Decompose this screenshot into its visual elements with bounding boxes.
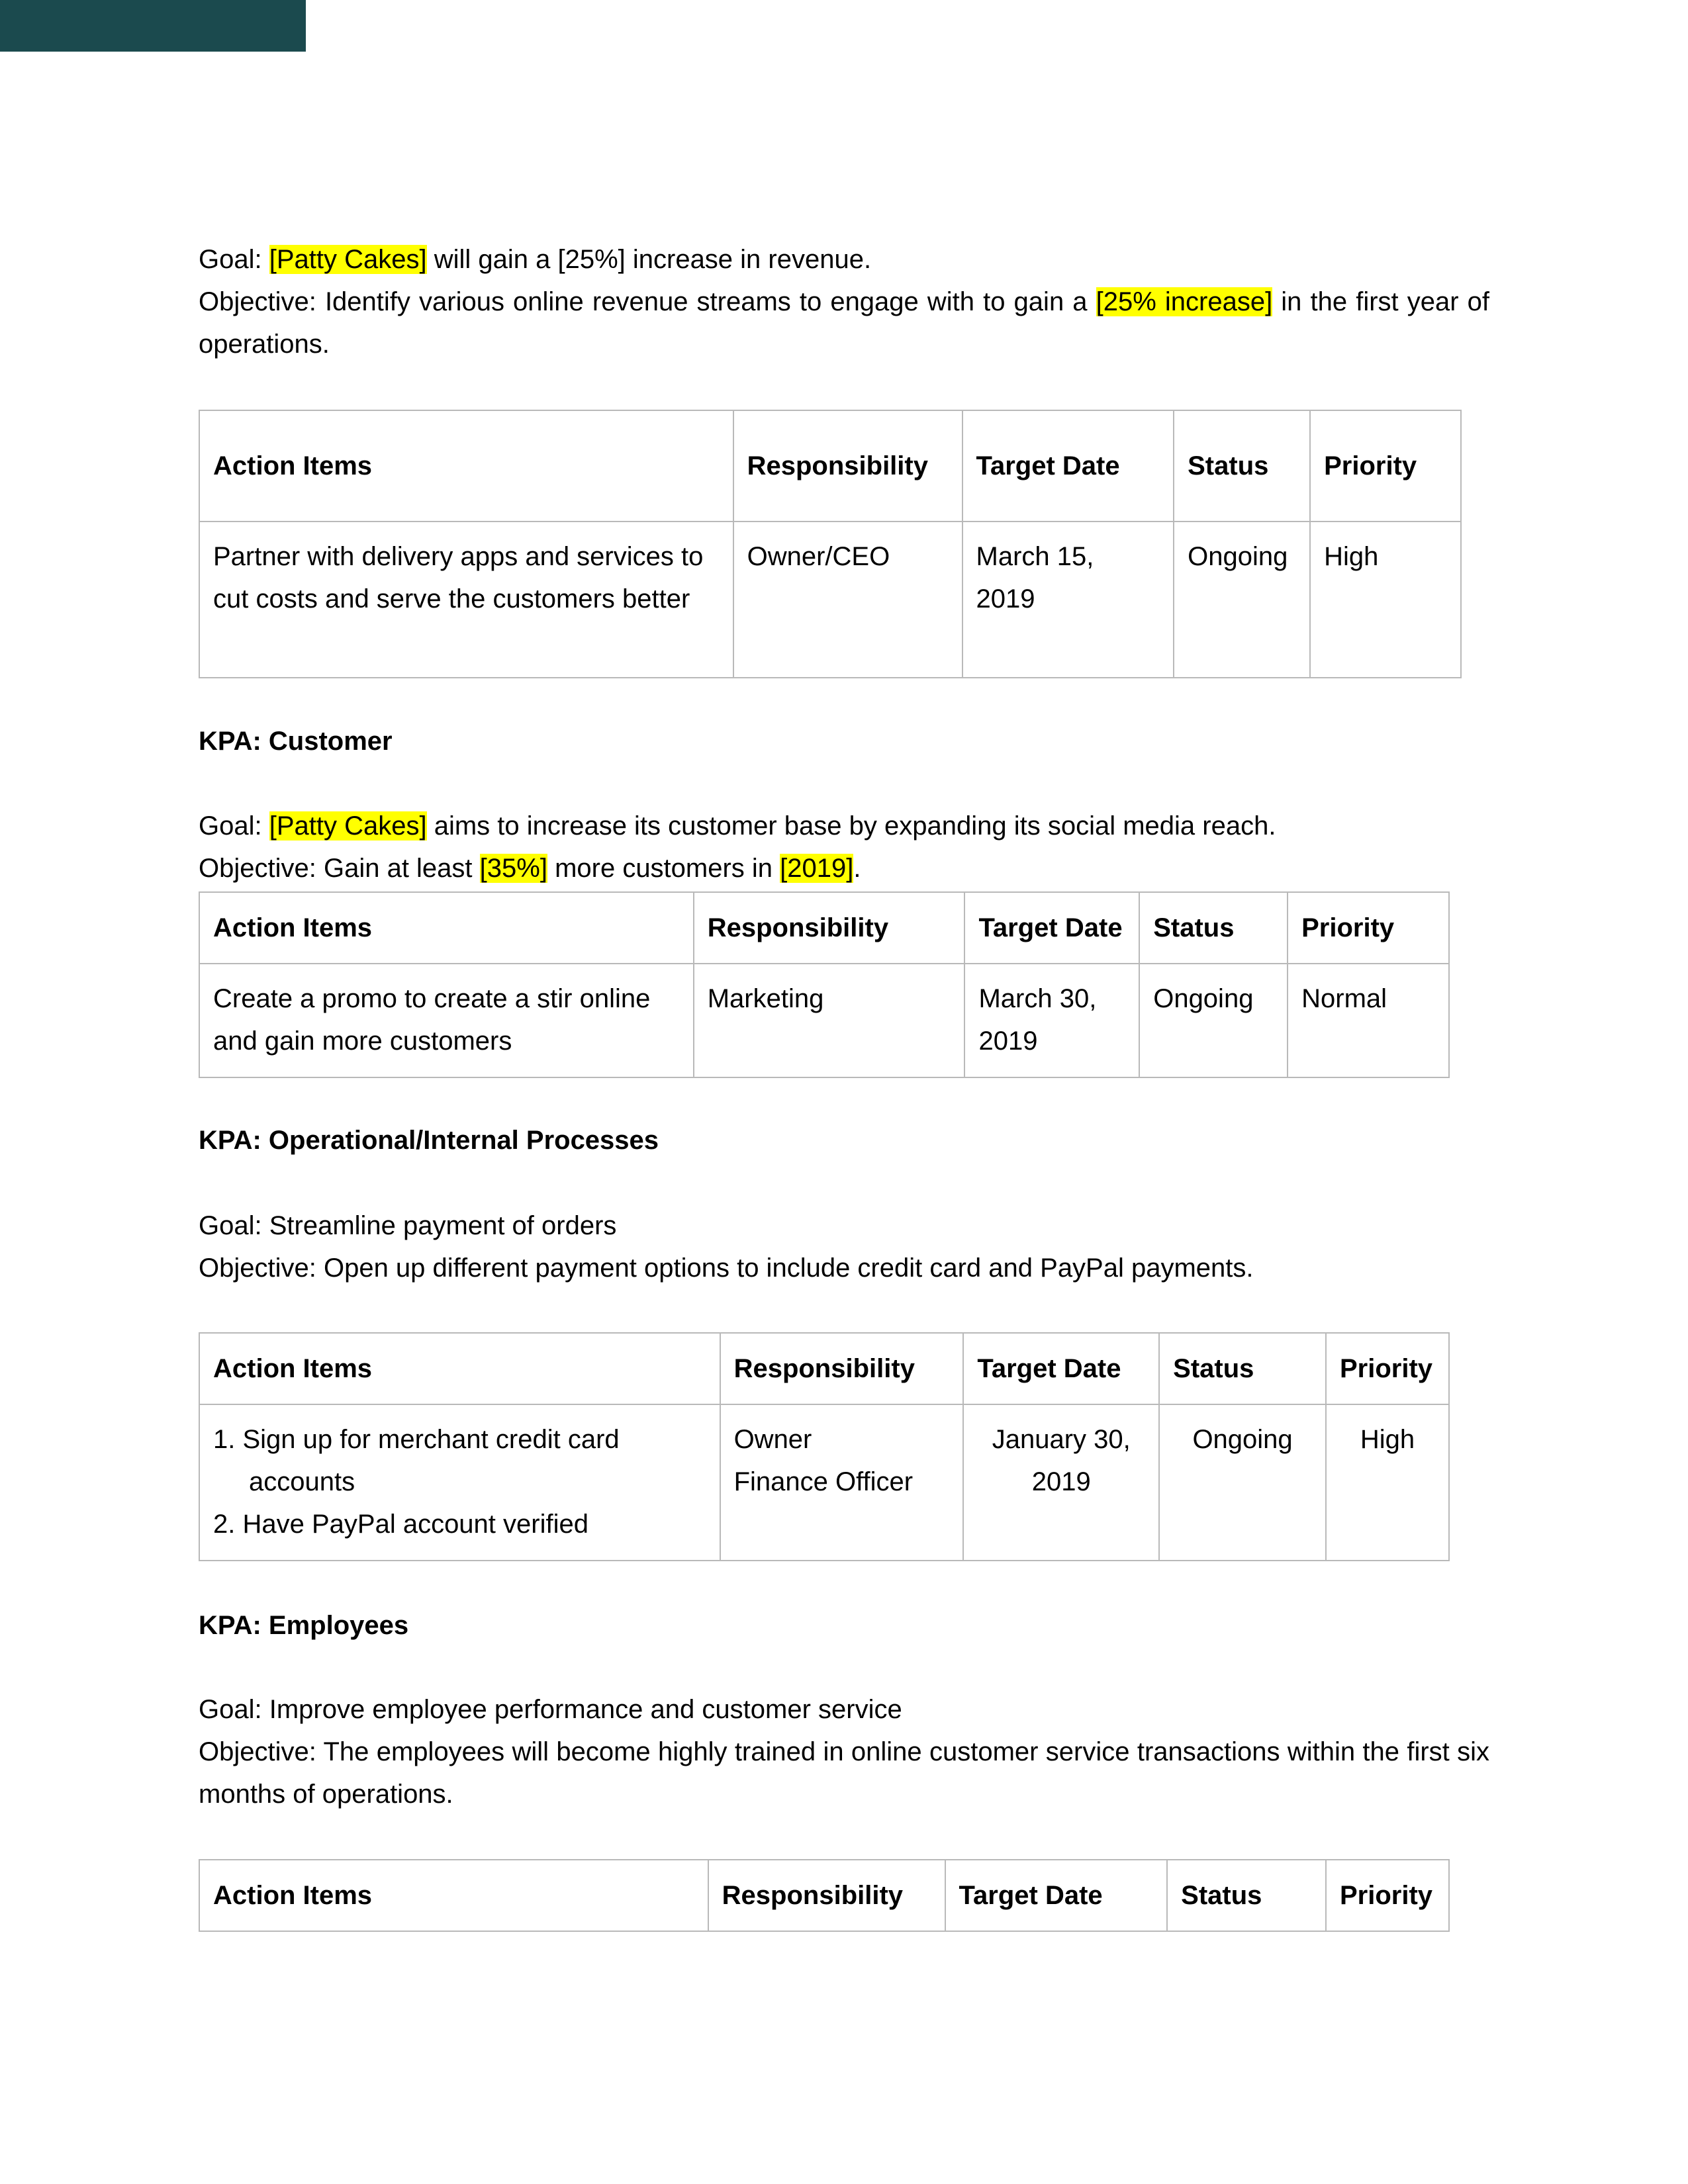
action-table-revenue: [199, 410, 1462, 678]
table-header-row: [199, 1860, 1449, 1931]
highlight: [2019]: [780, 854, 854, 883]
cell-action: [199, 1404, 720, 1561]
action-table-operational: [199, 1332, 1450, 1561]
cell-responsibility: Owner/CEO: [733, 522, 962, 678]
cell-status: Ongoing: [1159, 1404, 1326, 1561]
highlight: [Patty Cakes]: [269, 245, 427, 274]
cell-status: Ongoing: [1139, 964, 1288, 1077]
table-header-row: [199, 410, 1461, 522]
cell-target-date: January 30, 2019: [963, 1404, 1159, 1561]
header-target-date: Target Date: [963, 1333, 1159, 1404]
table-header-row: [199, 892, 1449, 964]
header-priority: Priority: [1326, 1333, 1449, 1404]
cell-target-date: March 30, 2019: [964, 964, 1139, 1077]
cell-priority: Normal: [1288, 964, 1449, 1077]
responsibility-line: Finance Officer: [733, 1467, 914, 1496]
header-status: Status: [1167, 1860, 1326, 1931]
header-responsibility: Responsibility: [720, 1333, 964, 1404]
section-revenue-intro: [199, 238, 1489, 365]
cell-responsibility: [720, 1404, 964, 1561]
header-responsibility: Responsibility: [694, 892, 965, 964]
header-status: Status: [1174, 410, 1310, 522]
section-customer: [199, 805, 1489, 889]
header-action-items: Action Items: [199, 1860, 708, 1931]
header-status: Status: [1159, 1333, 1326, 1404]
cell-responsibility: Marketing: [694, 964, 965, 1077]
goal-text: Goal: Improve employee performance and customer service: [199, 1695, 902, 1724]
table-row: [199, 522, 1461, 678]
header-priority: Priority: [1288, 892, 1449, 964]
header-status: Status: [1139, 892, 1288, 964]
kpa-heading-operational: KPA: Operational/Internal Processes: [199, 1126, 659, 1155]
table-row: [199, 964, 1449, 1077]
header-target-date: Target Date: [964, 892, 1139, 964]
header-priority: Priority: [1310, 410, 1461, 522]
header-action-items: Action Items: [199, 410, 733, 522]
objective-text: Objective: Identify various online revenue streams to engage with to gain a [25% increase] in the first year of operations.: [199, 287, 1490, 359]
kpa-heading-customer: KPA: Customer: [199, 727, 393, 756]
objective-text: Objective: Gain at least [35%] more customers in [2019].: [199, 854, 861, 883]
table-header-row: [199, 1333, 1449, 1404]
header-accent-bar: [0, 0, 306, 52]
header-priority: Priority: [1326, 1860, 1449, 1931]
cell-action: Partner with delivery apps and services to cut costs and serve the customers better: [199, 522, 733, 678]
header-target-date: Target Date: [962, 410, 1174, 522]
goal-text: Goal: Streamline payment of orders: [199, 1211, 617, 1240]
header-responsibility: Responsibility: [708, 1860, 945, 1931]
section-employees: [199, 1688, 1489, 1815]
highlight: [25% increase]: [1096, 287, 1273, 316]
action-table-employees: [199, 1859, 1450, 1932]
list-item: 2. Have PayPal account verified: [213, 1510, 588, 1539]
header-action-items: Action Items: [199, 892, 694, 964]
action-list: [213, 1418, 706, 1545]
header-responsibility: Responsibility: [733, 410, 962, 522]
cell-priority: High: [1326, 1404, 1449, 1561]
objective-text: Objective: The employees will become highly trained in online customer service transactions within the first six months of operations.: [199, 1737, 1489, 1809]
goal-text: Goal: [Patty Cakes] aims to increase its customer base by expanding its social media reach.: [199, 811, 1276, 841]
highlight: [35%]: [479, 854, 547, 883]
objective-text: Objective: Open up different payment options to include credit card and PayPal payments.: [199, 1253, 1254, 1283]
action-table-customer: [199, 891, 1450, 1078]
header-target-date: Target Date: [945, 1860, 1168, 1931]
cell-target-date: March 15, 2019: [962, 522, 1174, 678]
header-action-items: Action Items: [199, 1333, 720, 1404]
goal-text: Goal: [Patty Cakes] will gain a [25%] increase in revenue.: [199, 245, 872, 274]
kpa-heading-employees: KPA: Employees: [199, 1611, 409, 1640]
list-item: 1. Sign up for merchant credit card accounts: [213, 1425, 620, 1496]
cell-priority: High: [1310, 522, 1461, 678]
section-operational: [199, 1205, 1489, 1289]
cell-action: Create a promo to create a stir online and gain more customers: [199, 964, 694, 1077]
cell-status: Ongoing: [1174, 522, 1310, 678]
table-row: [199, 1404, 1449, 1561]
highlight: [Patty Cakes]: [269, 811, 427, 841]
responsibility-line: Owner: [733, 1425, 812, 1454]
